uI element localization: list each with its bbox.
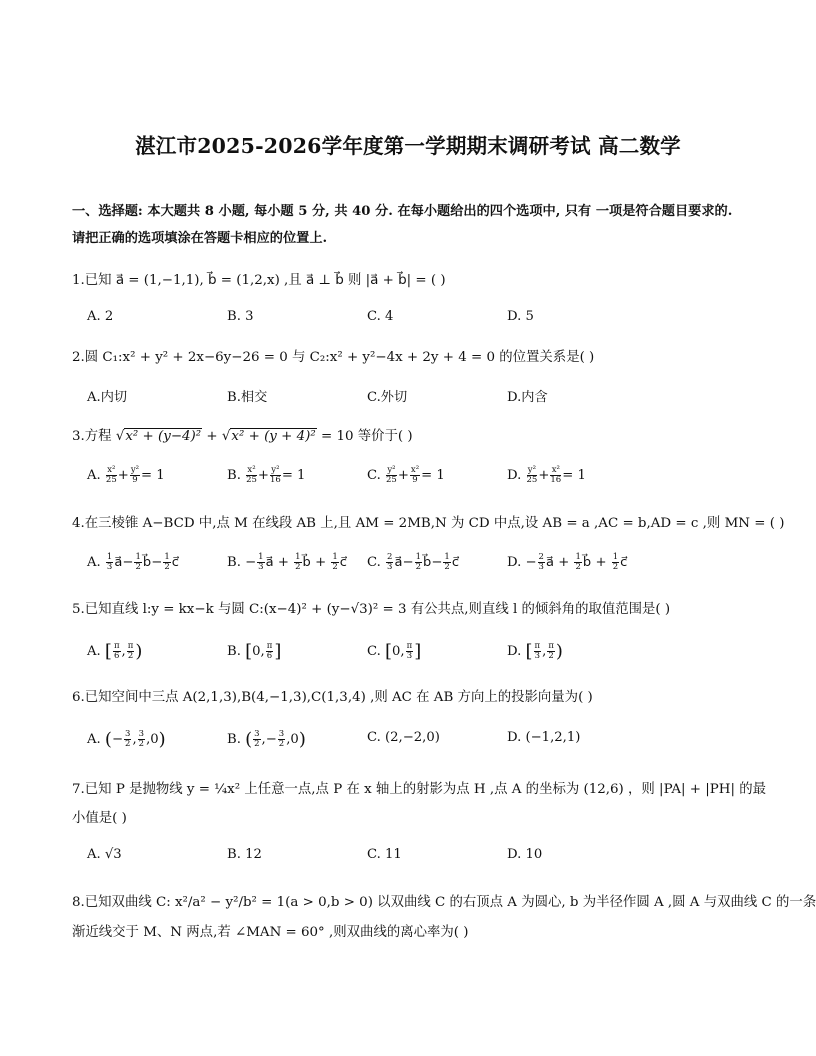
question-7-stem-line2: 小值是( )	[72, 811, 127, 826]
question-7-option-a: A. √3	[87, 847, 122, 862]
question-7-option-b: B. 12	[227, 847, 262, 862]
question-4-option-d: D. − $\frac{2}{3}$ a⃗ + $\frac{1}{2}$ b⃗ + $\frac{1}{2}$ c⃗	[507, 552, 628, 572]
question-7-option-c: C. 11	[367, 847, 402, 862]
question-3-option-b: B. $\frac{\text{x²}}{25}$ + $\frac{\text{y²}}{16}$ = 1	[227, 465, 306, 485]
question-4-option-b: B. − $\frac{1}{3}$ a⃗ + $\frac{1}{2}$ b⃗ + $\frac{1}{2}$ c⃗	[227, 552, 347, 572]
question-2-option-b: B.相交	[227, 390, 268, 405]
question-2-option-c: C.外切	[367, 390, 408, 405]
question-2-option-d: D.内含	[507, 390, 548, 405]
question-4-option-a: A. $\frac{1}{3}$ a⃗− $\frac{1}{2}$ b⃗− $\frac{1}{2}$ c⃗	[87, 552, 180, 572]
question-3-stem-post: = 10 等价于( )	[320, 429, 413, 444]
question-3-option-a: A. $\frac{\text{x²}}{25}$ + $\frac{\text{y²}}{9}$ = 1	[87, 465, 165, 485]
question-5-stem: 5.已知直线 l:y = kx−k 与圆 C:(x−4)² + (y−√3)² = 3 有公共点,则直线 l 的倾斜角的取值范围是( )	[72, 602, 671, 617]
question-3-option-d: D. $\frac{\text{y²}}{25}$ + $\frac{\text{x²}}{16}$ = 1	[507, 465, 586, 485]
section-heading: 一、选择题: 本大题共 8 小题, 每小题 5 分, 共 40 分. 在每小题给出的四个选项中, 只有 一项是符合题目要求的.	[72, 204, 733, 219]
question-8-stem-line2: 渐近线交于 M、N 两点,若 ∠MAN = 60° ,则双曲线的离心率为( )	[72, 925, 469, 940]
question-3-option-c: C. $\frac{\text{y²}}{25}$ + $\frac{\text{x²}}{9}$ = 1	[367, 465, 445, 485]
question-3-number: 3.	[72, 429, 85, 444]
question-7-option-d: D. 10	[507, 847, 543, 862]
question-3-stem	[72, 425, 413, 444]
question-5-option-b: B. [0, $\frac{\pi}{6}$ ]	[227, 641, 282, 662]
question-1-option-a: A. 2	[87, 309, 114, 324]
question-1-option-c: C. 4	[367, 309, 394, 324]
question-5-option-a: A. [ $\frac{\pi}{6}$ , $\frac{\pi}{2}$ )	[87, 641, 143, 662]
question-5-option-d: D. [ $\frac{\pi}{3}$ , $\frac{\pi}{2}$ )	[507, 641, 563, 662]
question-4-stem: 4.在三棱锥 A−BCD 中,点 M 在线段 AB 上,且 AM = 2MB,N 为 CD 中点,设 AB = a ,AC = b,AD = c ,则 MN = ( )	[72, 516, 785, 531]
question-7-stem: 7.已知 P 是抛物线 y = ¼x² 上任意一点,点 P 在 x 轴上的射影为点 H ,点 A 的坐标为 (12,6) ，则 |PA| + |PH| 的最	[72, 782, 767, 797]
page-title: 湛江市2025-2026学年度第一学期期末调研考试 高二数学	[135, 134, 681, 158]
question-1-option-b: B. 3	[227, 309, 254, 324]
question-1-stem: 1.已知 a⃗ = (1,−1,1), b⃗ = (1,2,x) ,且 a⃗ ⊥ b⃗ 则 |a⃗ + b⃗| = ( )	[72, 273, 446, 288]
question-6-option-a: A. (− $\frac{3}{2}$ , $\frac{3}{2}$ ,0)	[87, 729, 166, 750]
question-5-option-c: C. [0, $\frac{\pi}{3}$ ]	[367, 641, 422, 662]
question-6-option-d: D. (−1,2,1)	[507, 730, 581, 745]
question-3-stem-pre: 方程	[84, 429, 112, 444]
question-2-option-a: A.内切	[87, 390, 128, 405]
question-4-option-c: C. $\frac{2}{3}$ a⃗− $\frac{1}{2}$ b⃗− $\frac{1}{2}$ c⃗	[367, 552, 460, 572]
question-6-stem: 6.已知空间中三点 A(2,1,3),B(4,−1,3),C(1,3,4) ,则 AC 在 AB 方向上的投影向量为( )	[72, 690, 593, 705]
question-6-option-c: C. (2,−2,0)	[367, 730, 440, 745]
question-8-stem: 8.已知双曲线 C: x²/a² − y²/b² = 1(a > 0,b > 0) 以双曲线 C 的右顶点 A 为圆心, b 为半径作圆 A ,圆 A 与双曲线 C 的一条	[72, 895, 816, 910]
question-1-option-d: D. 5	[507, 309, 534, 324]
question-6-option-b: B. ( $\frac{3}{2}$ ,− $\frac{3}{2}$ ,0)	[227, 729, 306, 750]
question-3-equation: √x² + (y−4)² + √x² + (y + 4)²	[115, 429, 316, 444]
question-2-stem: 2.圆 C₁:x² + y² + 2x−6y−26 = 0 与 C₂:x² + y²−4x + 2y + 4 = 0 的位置关系是( )	[72, 350, 595, 365]
section-heading-line2: 请把正确的选项填涂在答题卡相应的位置上.	[72, 231, 328, 246]
